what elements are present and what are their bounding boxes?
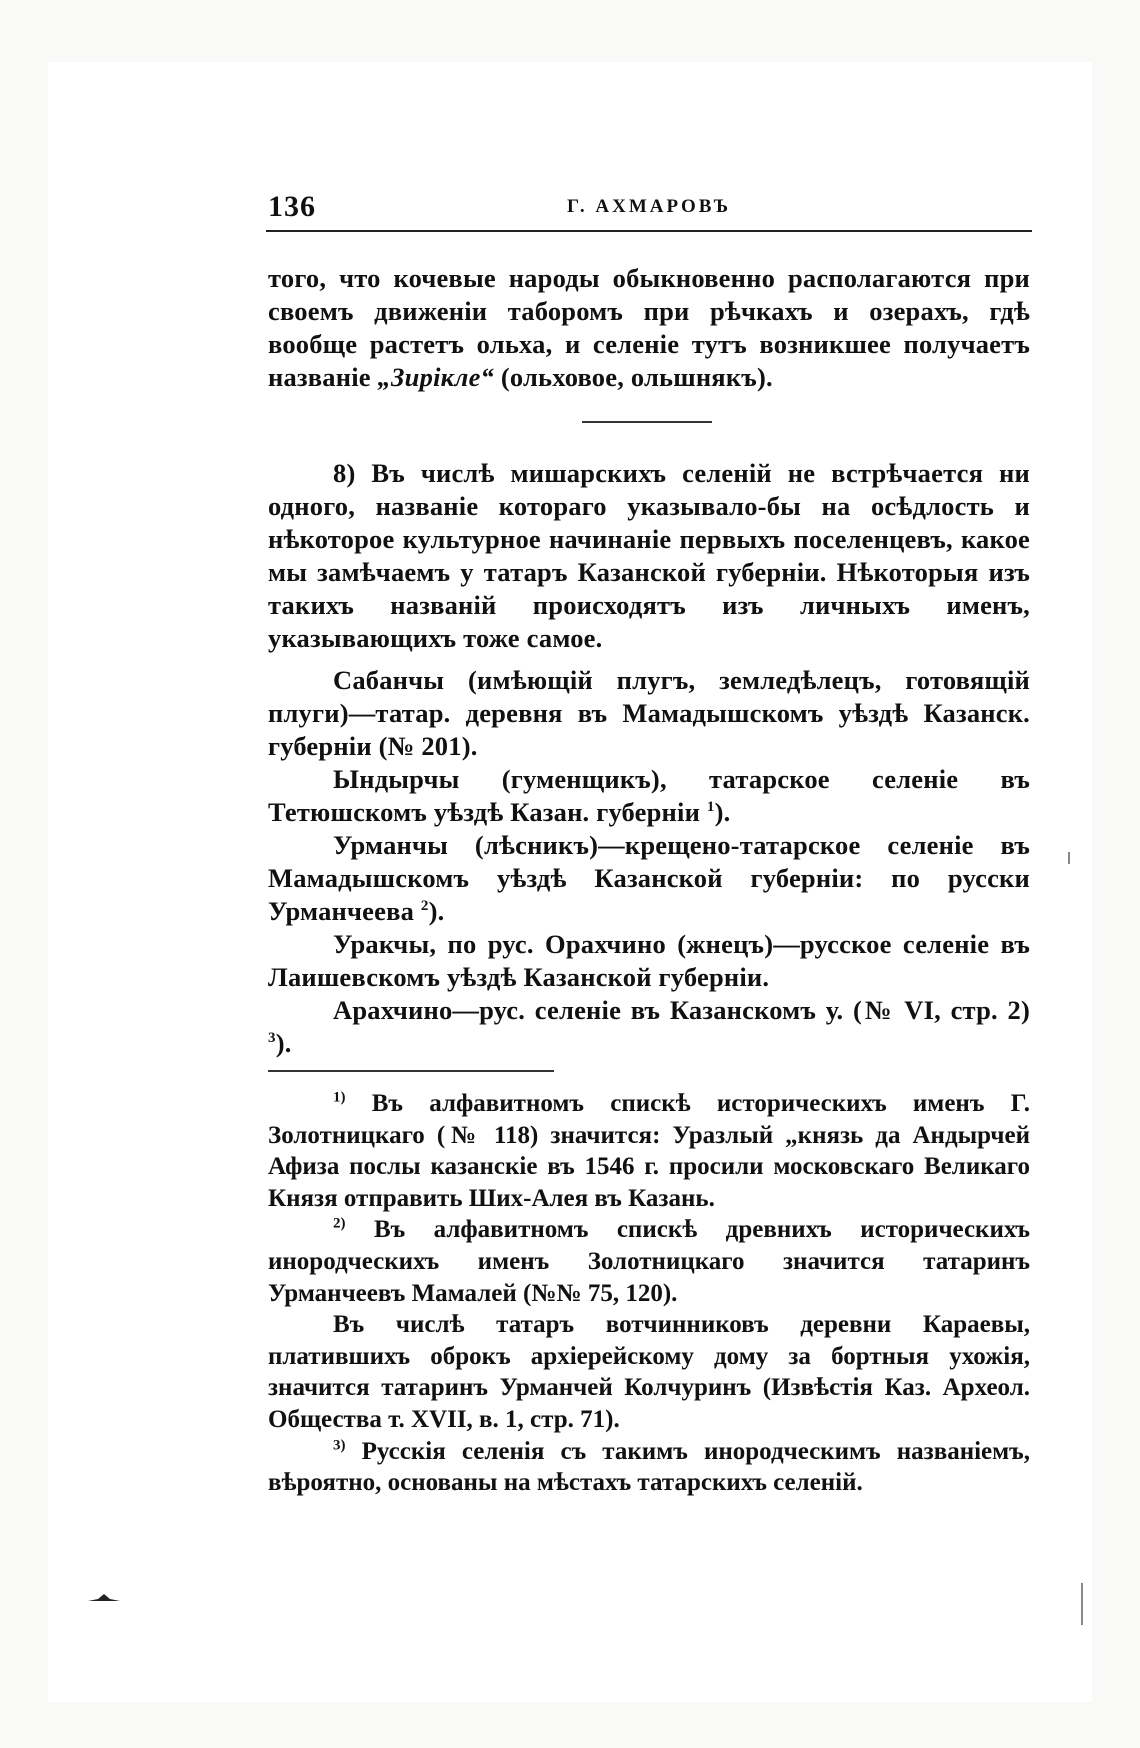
footnote-2-continuation: Въ числѣ татаръ вотчинниковъ деревни Караевы, платившихъ оброкъ архіерейскому дому за бортныя ухожія, значится татаринъ Урманчей Колчуринъ (Извѣстія Каз. Археол. Общества т. XVII, в. 1, стр. 71). bbox=[268, 1311, 1030, 1433]
footnote-3-mark: 3) bbox=[333, 1437, 346, 1454]
entry-arakhchino-end: ). bbox=[275, 1028, 292, 1058]
footnote-ref-1[interactable]: 1 bbox=[706, 799, 715, 816]
footnote-ref-3[interactable]: 3 bbox=[268, 1030, 276, 1047]
entry-arakhchino bbox=[268, 994, 1030, 1060]
continuation-paragraph bbox=[268, 262, 1030, 394]
village-entries bbox=[268, 664, 1030, 1060]
entry-urakchy: Уракчы, по рус. Орахчино (жнецъ)—русское селеніе въ Лаишевскомъ уѣздѣ Казанской губерніи. bbox=[268, 929, 1030, 992]
footnote-ref-2[interactable]: 2 bbox=[420, 898, 429, 915]
footnote-1 bbox=[268, 1088, 1030, 1214]
running-head: Г. АХМАРОВЪ bbox=[566, 196, 731, 217]
continuation-text-start: того, что кочевые народы обыкновенно располагаются при своемъ движеніи таборомъ при рѣчкахъ и озерахъ, гдѣ вообще растетъ ольха, и селеніе тутъ возникшее получаетъ названіе bbox=[268, 263, 1030, 392]
footnote-3 bbox=[268, 1436, 1030, 1499]
section-8-text: 8) Въ числѣ мишарскихъ селеній не встрѣчается ни одного, названіе котораго указывало-бы на осѣдлость и нѣкоторое культурное начинаніе первыхъ поселенцевъ, какое мы замѣчаемъ у татаръ Казанской губерніи. Нѣкоторыя изъ такихъ названій происходятъ изъ личныхъ именъ, указывающихъ тоже самое. bbox=[268, 458, 1030, 653]
entry-urmanchy bbox=[268, 829, 1030, 928]
footnote-2-text: Въ алфавитномъ спискѣ древнихъ историческихъ инородческихъ именъ Золотницкаго значится татаринъ Урманчеевъ Мамалей (№№ 75, 120). bbox=[268, 1216, 1030, 1307]
entry-arakhchino-text: Арахчино—рус. селеніе въ Казанскомъ у. (№ VI, стр. 2) bbox=[333, 995, 1030, 1025]
footnotes bbox=[268, 1088, 1030, 1499]
entry-yndyrchy bbox=[268, 763, 1030, 829]
entry-urmanchy-end: ). bbox=[428, 896, 445, 926]
page-number: 136 bbox=[268, 190, 316, 223]
continuation-text-end: (ольховое, ольшнякъ). bbox=[494, 362, 773, 392]
section-separator bbox=[582, 421, 712, 423]
footnote-1-text: Въ алфавитномъ спискѣ историческихъ именъ Г. Золотницкаго (№ 118) значится: Уразлый „князь да Андырчей Афиза послы казанскіе въ 1546 г. просили московскаго Великаго Князя отправить Ших-Алея въ Казань. bbox=[268, 1090, 1030, 1212]
scan-mark-icon bbox=[88, 1593, 120, 1603]
footnote-3-text: Русскія селенія съ такимъ инородческимъ названіемъ, вѣроятно, основаны на мѣстахъ татарскихъ селеній. bbox=[268, 1437, 1030, 1497]
section-8-paragraph bbox=[268, 457, 1030, 655]
footnote-2 bbox=[268, 1214, 1030, 1309]
footnote-2-mark: 2) bbox=[333, 1216, 346, 1233]
entry-yndyrchy-text: Ындырчы (гуменщикъ), татарское селеніе въ Тетюшскомъ уѣздѣ Казан. губерніи bbox=[268, 764, 1030, 827]
entry-urmanchy-text: Урманчы (лѣсникъ)—крещено-татарское селеніе въ Мамадышскомъ уѣздѣ Казанской губерніи: по русски Урманчеева bbox=[268, 830, 1030, 926]
footnote-1-mark: 1) bbox=[333, 1089, 346, 1106]
margin-tick-mark bbox=[1081, 1583, 1083, 1625]
footnote-rule bbox=[268, 1070, 554, 1072]
entry-sabanchy: Сабанчы (имѣющій плугъ, земледѣлецъ, готовящій плуги)—татар. деревня въ Мамадышскомъ уѣздѣ Казанск. губерніи (№ 201). bbox=[268, 665, 1030, 761]
header-rule bbox=[266, 230, 1032, 232]
margin-tick-mark bbox=[1068, 852, 1070, 864]
entry-yndyrchy-end: ). bbox=[714, 797, 731, 827]
page-header bbox=[268, 190, 1030, 230]
place-name-zirikle: „Зирікле“ bbox=[377, 362, 495, 392]
